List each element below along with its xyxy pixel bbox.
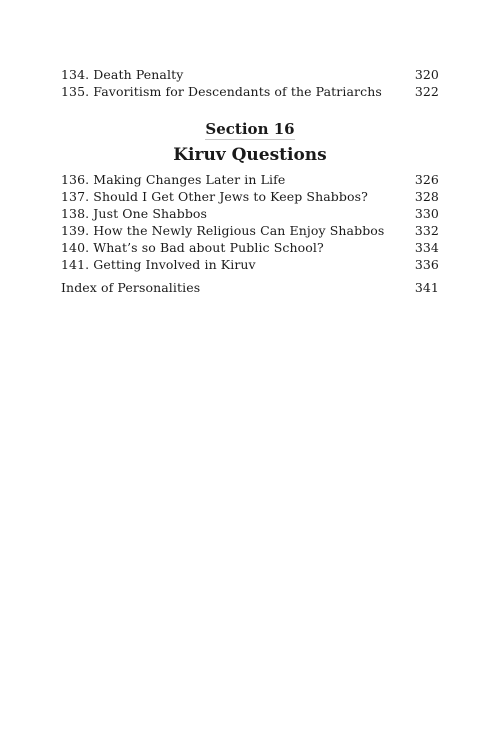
toc-entry-title: 139. How the Newly Religious Can Enjoy Shabbos: [61, 223, 385, 238]
toc-entry: [61, 256, 439, 273]
toc-entry-title: 140. What’s so Bad about Public School?: [61, 240, 324, 255]
toc-entry: [61, 66, 439, 83]
toc-entry-page: 334: [414, 240, 439, 255]
toc-entry: [61, 83, 439, 100]
toc-entry-title: Index of Personalities: [61, 280, 201, 295]
toc-entry-page: 330: [414, 206, 439, 221]
toc-entry-title: 141. Getting Involved in Kiruv: [61, 257, 256, 272]
toc-entry-page: 320: [414, 67, 439, 82]
toc-entry-title: 134. Death Penalty: [61, 67, 184, 82]
toc-entry-page: 322: [414, 84, 439, 99]
toc-entry: [61, 222, 439, 239]
toc-entry-page: 328: [414, 189, 439, 204]
toc-group-previous: [61, 66, 439, 100]
toc-entry-title: 138. Just One Shabbos: [61, 206, 208, 221]
table-of-contents: [61, 66, 439, 296]
toc-entry-page: 336: [414, 257, 439, 272]
toc-entry: [61, 188, 439, 205]
toc-entry: [61, 239, 439, 256]
toc-entry-page: 332: [414, 223, 439, 238]
toc-entry-title: 135. Favoritism for Descendants of the Patriarchs: [61, 84, 382, 99]
toc-group-section: [61, 171, 439, 273]
toc-entry: [61, 171, 439, 188]
section-heading: [61, 119, 439, 166]
toc-entry-index: [61, 279, 439, 296]
section-title: Kiruv Questions: [173, 145, 327, 165]
toc-entry-page: 341: [414, 280, 439, 295]
toc-entry-title: 136. Making Changes Later in Life: [61, 172, 286, 187]
section-label: Section 16: [205, 120, 295, 138]
toc-entry-title: 137. Should I Get Other Jews to Keep Shabbos?: [61, 189, 368, 204]
toc-entry-page: 326: [414, 172, 439, 187]
toc-entry: [61, 205, 439, 222]
